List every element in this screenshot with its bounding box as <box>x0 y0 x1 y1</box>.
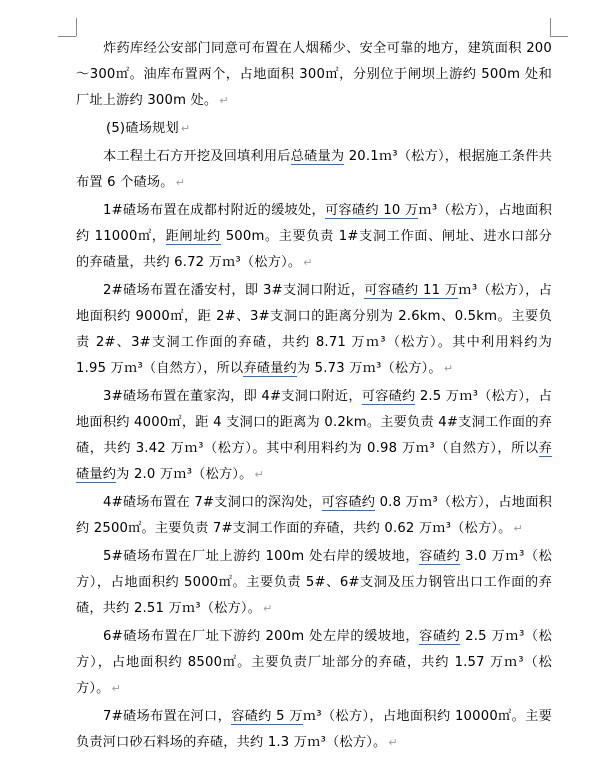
paragraph-text: 5#碴场布置在厂址上游约 100m 处右岸的缓坡地， <box>103 549 420 564</box>
paragraph-text: 为 2.0 万ｍ³（松方）。 <box>116 467 253 482</box>
paragraph-text: 500m。主要负责 1#支洞工作面、闸址、进水口部分的弃碴量，共约 6.72 万ｍ³（松方）。 <box>76 229 552 270</box>
underlined-text: 容碴约 <box>419 549 461 564</box>
paragraph-mark-icon: ↵ <box>263 602 273 615</box>
paragraph-text: 本工程土石方开挖及回填利用后 <box>103 149 291 164</box>
underlined-text: 可容碴约 <box>321 495 376 510</box>
paragraph-mark-icon: ↵ <box>303 256 313 269</box>
body-paragraph <box>76 278 552 382</box>
underlined-text: 可容碴约 10 万 <box>324 203 419 218</box>
paragraph-text: (5)碴场规划 <box>106 121 179 136</box>
paragraph-mark-icon: ↵ <box>388 736 398 749</box>
underlined-text: 弃碴量约 <box>76 441 552 482</box>
crop-mark-top-right-vertical <box>550 18 551 36</box>
paragraph-text: 为 5.73 万ｍ³（松方）。 <box>296 361 442 376</box>
paragraph-mark-icon: ↵ <box>513 522 523 535</box>
paragraph-text: 2.5 万ｍ³（松方），占地面积约 8500㎡。主要负责厂址部分的弃碴，共约 1.57 万ｍ³（松方）。 <box>76 629 552 696</box>
paragraph-text: 3.0 万ｍ³（松方），占地面积约 5000㎡。主要负责 5#、6#支洞及压力钢管出口工作面的弃碴，共约 2.51 万ｍ³（松方）。 <box>76 549 552 616</box>
paragraph-text: 2.5 万ｍ³（松方），占地面积约 4000㎡，距 4 支洞口的距离为 0.2km。主要负责 4#支洞工作面的弃碴，共约 3.42 万ｍ³（松方）。其中利用料约为 0.98 万ｍ³（自然方），所以 <box>76 389 552 456</box>
body-paragraph <box>76 490 552 542</box>
crop-mark-top-left-vertical <box>76 18 77 36</box>
underlined-text: 可容碴约 <box>361 389 416 404</box>
paragraph-text: 7#碴场布置在河口， <box>103 709 232 724</box>
body-paragraph <box>76 624 552 702</box>
underlined-text: 总碴量为 <box>290 149 345 164</box>
paragraph-mark-icon: ↵ <box>180 122 191 135</box>
paragraph-text: 2#碴场布置在潘安村，即 3#支洞口附近， <box>103 283 365 298</box>
paragraph-text: 炸药库经公安部门同意可布置在人烟稀少、安全可靠的地方，建筑面积 200～300㎡。油库布置两个，占地面积 300㎡，分别位于闸坝上游约 500m 处和厂址上游约 300m 处。 <box>76 41 552 108</box>
document-body[interactable] <box>76 36 552 758</box>
body-paragraph <box>76 384 552 488</box>
paragraph-text: 3#碴场布置在董家沟，即 4#支洞口附近， <box>103 389 362 404</box>
body-paragraph <box>76 704 552 756</box>
paragraph-mark-icon: ↵ <box>443 362 454 375</box>
paragraph-text: 6#碴场布置在厂址下游约 200m 处左岸的缓坡地， <box>103 629 420 644</box>
paragraph-text: ｍ³（松方），占地面积约 9000㎡，距 2#、3#支洞口的距离分别为 2.6km、0.5km。主要负责 2#、3#支洞工作面的弃碴，共约 8.71 万ｍ³（松方）。其中利用料约为 1.95 万ｍ³（自然方），所以 <box>76 283 552 376</box>
paragraph-mark-icon: ↵ <box>175 176 186 189</box>
underlined-text: 容碴约 5 万 <box>231 709 303 724</box>
paragraph-text: 4#碴场布置在 7#支洞口的深沟处， <box>103 495 322 510</box>
underlined-text: 距闸址约 <box>165 229 221 244</box>
underlined-text: 容碴约 <box>419 629 461 644</box>
paragraph-text: 0.8 万ｍ³（松方），占地面积约 2500㎡。主要负责 7#支洞工作面的弃碴，共约 0.62 万ｍ³（松方）。 <box>76 495 552 536</box>
body-paragraph <box>76 198 552 276</box>
crop-mark-top-right-horizontal <box>550 36 568 37</box>
section-heading <box>76 116 552 142</box>
paragraph-text: 20.1ｍ³（松方），根据施工条件共布置 6 个碴场。 <box>76 149 552 190</box>
paragraph-text: 1#碴场布置在成都村附近的缓坡处， <box>103 203 325 218</box>
crop-mark-top-left-horizontal <box>58 36 76 37</box>
paragraph-mark-icon: ↵ <box>111 682 121 695</box>
paragraph-text: ｍ³（松方），占地面积约 10000㎡。主要负责河口砂石料场的弃碴，共约 1.3 万ｍ³（松方）。 <box>76 709 552 750</box>
paragraph-text: ｍ³（松方），占地面积约 11000㎡， <box>76 203 552 244</box>
paragraph-mark-icon: ↵ <box>219 94 229 107</box>
body-paragraph <box>76 144 552 196</box>
paragraph-mark-icon: ↵ <box>254 468 264 481</box>
body-paragraph <box>76 544 552 622</box>
body-paragraph <box>76 36 552 114</box>
underlined-text: 可容碴约 11 万 <box>364 283 459 298</box>
underlined-text: 弃碴量约 <box>243 361 297 376</box>
